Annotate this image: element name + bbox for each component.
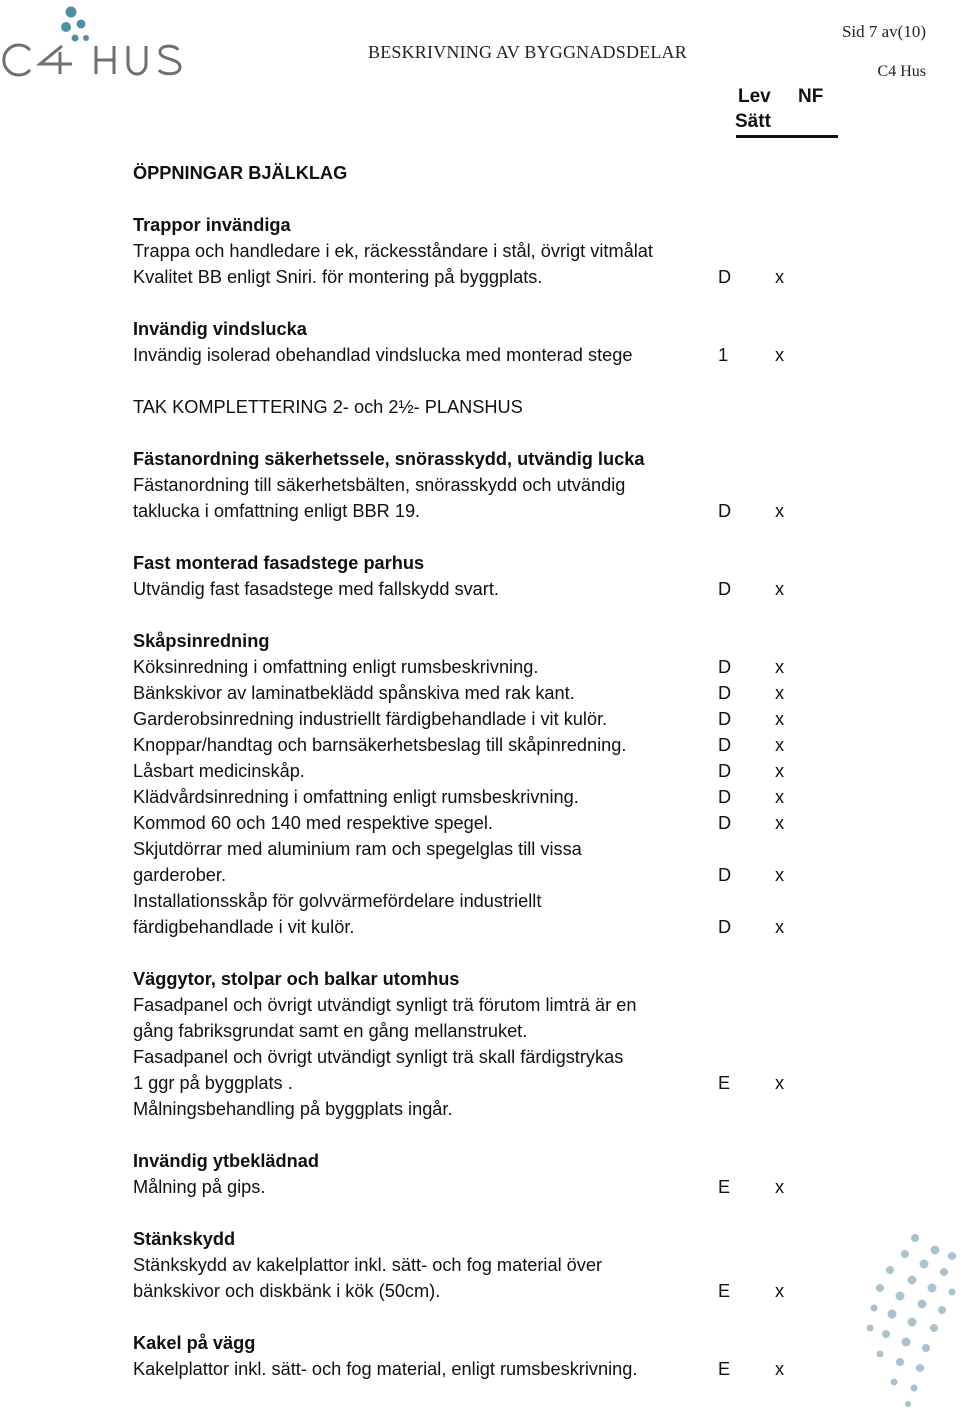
spec-line (133, 1174, 833, 1200)
line-text: Trappor invändiga (133, 215, 291, 235)
line-text: Garderobsinredning industriellt färdigbehandlade i vit kulör. (133, 709, 608, 729)
spec-line (133, 914, 833, 940)
section-heading (133, 316, 833, 342)
section-heading (133, 550, 833, 576)
lev-satt-value: D (718, 735, 732, 755)
company-name: C4 Hus (877, 63, 926, 80)
line-text: Fästanordning till säkerhetsbälten, snörasskydd och utvändig (133, 475, 626, 495)
nf-mark: x (775, 709, 785, 729)
lev-satt-value: D (718, 683, 732, 703)
line-text: Invändig isolerad obehandlad vindslucka med monterad stege (133, 345, 633, 365)
spec-line (133, 394, 833, 420)
line-text: Invändig ytbeklädnad (133, 1151, 319, 1171)
spec-line (133, 1278, 833, 1304)
spec-line (133, 264, 833, 290)
lev-satt-value: E (718, 1281, 731, 1301)
nf-mark: x (775, 345, 785, 365)
spec-line (133, 706, 833, 732)
spec-line (133, 992, 833, 1018)
line-text: Klädvårdsinredning i omfattning enligt rumsbeskrivning. (133, 787, 579, 807)
line-text: ÖPPNINGAR BJÄLKLAG (133, 163, 348, 183)
line-text: Knoppar/handtag och barnsäkerhetsbeslag till skåpinredning. (133, 735, 627, 755)
section-heading (133, 966, 833, 992)
lev-satt-value: D (718, 709, 732, 729)
line-text: Skjutdörrar med aluminium ram och spegelglas till vissa (133, 839, 582, 859)
line-text: 1 ggr på byggplats . (133, 1073, 293, 1093)
lev-satt-value: D (718, 267, 732, 287)
spec-line (133, 576, 833, 602)
spec-line (133, 1096, 833, 1122)
spec-line (133, 836, 833, 862)
column-header-nf: NF (798, 86, 824, 107)
spec-line (133, 680, 833, 706)
c4-hus-logo (0, 0, 200, 85)
line-text: Stänkskydd av kakelplattor inkl. sätt- och fog material över (133, 1255, 603, 1275)
spec-line (133, 654, 833, 680)
line-text: Kvalitet BB enligt Sniri. för montering på byggplats. (133, 267, 543, 287)
line-text: Kakelplattor inkl. sätt- och fog material, enligt rumsbeskrivning. (133, 1359, 638, 1379)
line-text: Installationsskåp för golvvärmefördelare industriellt (133, 891, 542, 911)
lev-satt-value: D (718, 501, 732, 521)
line-text: Skåpsinredning (133, 631, 270, 651)
spec-line (133, 1018, 833, 1044)
spec-line (133, 784, 833, 810)
nf-mark: x (775, 267, 785, 287)
section-heading (133, 446, 833, 472)
spec-line (133, 1252, 833, 1278)
line-text: Målning på gips. (133, 1177, 266, 1197)
spec-line (133, 342, 833, 368)
lev-satt-value: D (718, 579, 732, 599)
line-text: färdigbehandlade i vit kulör. (133, 917, 355, 937)
line-text: Låsbart medicinskåp. (133, 761, 305, 781)
line-text: Kommod 60 och 140 med respektive spegel. (133, 813, 493, 833)
nf-mark: x (775, 735, 785, 755)
line-text: bänkskivor och diskbänk i kök (50cm). (133, 1281, 441, 1301)
page-number: Sid 7 av(10) (841, 22, 926, 41)
lev-satt-value: D (718, 865, 732, 885)
line-text: gång fabriksgrundat samt en gång mellanstruket. (133, 1021, 528, 1041)
spec-line (133, 238, 833, 264)
lev-satt-value: D (718, 787, 732, 807)
section-heading (133, 628, 833, 654)
spec-line (133, 498, 833, 524)
line-text: Utvändig fast fasadstege med fallskydd svart. (133, 579, 499, 599)
document-title: BESKRIVNING AV BYGGNADSDELAR (368, 42, 687, 62)
line-text: Trappa och handledare i ek, räckesståndare i stål, övrigt vitmålat (133, 241, 653, 261)
spec-line (133, 1044, 833, 1070)
spec-line (133, 888, 833, 914)
line-text: Fästanordning säkerhetssele, snörasskydd, utvändig lucka (133, 449, 645, 469)
nf-mark: x (775, 1359, 785, 1379)
nf-mark: x (775, 865, 785, 885)
spec-line (133, 472, 833, 498)
column-header-lev: Lev (738, 86, 771, 107)
line-text: Fasadpanel och övrigt utvändigt synligt trä skall färdigstrykas (133, 1047, 624, 1067)
nf-mark: x (775, 813, 785, 833)
lev-satt-value: D (718, 813, 732, 833)
section-heading (133, 160, 833, 186)
line-text: Fasadpanel och övrigt utvändigt synligt trä förutom limträ är en (133, 995, 637, 1015)
nf-mark: x (775, 1177, 785, 1197)
spec-line (133, 732, 833, 758)
line-text: Kakel på vägg (133, 1333, 256, 1353)
spec-line (133, 862, 833, 888)
nf-mark: x (775, 787, 785, 807)
lev-satt-value: E (718, 1073, 731, 1093)
nf-mark: x (775, 1073, 785, 1093)
line-text: Väggytor, stolpar och balkar utomhus (133, 969, 460, 989)
column-header-satt: Sätt (735, 111, 771, 132)
nf-mark: x (775, 579, 785, 599)
lev-satt-value: D (718, 917, 732, 937)
nf-mark: x (775, 1281, 785, 1301)
nf-mark: x (775, 761, 785, 781)
header-rule (736, 135, 838, 138)
nf-mark: x (775, 657, 785, 677)
specification-list (133, 160, 833, 1382)
section-heading (133, 1330, 833, 1356)
lev-satt-value: E (718, 1359, 731, 1379)
line-text: Målningsbehandling på byggplats ingår. (133, 1099, 453, 1119)
lev-satt-value: E (718, 1177, 731, 1197)
section-heading (133, 1226, 833, 1252)
decorative-dots (860, 1230, 960, 1415)
line-text: TAK KOMPLETTERING 2- och 2½- PLANSHUS (133, 397, 523, 417)
line-text: Köksinredning i omfattning enligt rumsbeskrivning. (133, 657, 539, 677)
line-text: Bänkskivor av laminatbeklädd spånskiva med rak kant. (133, 683, 575, 703)
lev-satt-value: D (718, 657, 732, 677)
spec-line (133, 1356, 833, 1382)
lev-satt-value: D (718, 761, 732, 781)
line-text: Stänkskydd (133, 1229, 236, 1249)
nf-mark: x (775, 917, 785, 937)
section-heading (133, 212, 833, 238)
section-heading (133, 1148, 833, 1174)
spec-line (133, 1070, 833, 1096)
spec-line (133, 758, 833, 784)
line-text: taklucka i omfattning enligt BBR 19. (133, 501, 421, 521)
nf-mark: x (775, 501, 785, 521)
lev-satt-value: 1 (718, 345, 729, 365)
spec-line (133, 810, 833, 836)
line-text: Fast monterad fasadstege parhus (133, 553, 425, 573)
line-text: garderober. (133, 865, 227, 885)
nf-mark: x (775, 683, 785, 703)
line-text: Invändig vindslucka (133, 319, 307, 339)
